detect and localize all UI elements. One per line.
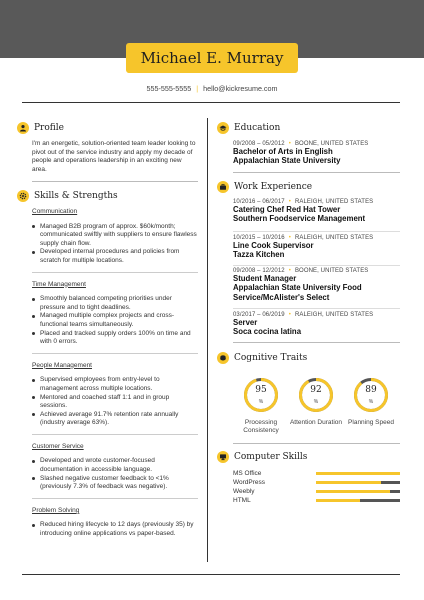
experience-title: Work Experience	[234, 182, 313, 192]
cognitive-rule	[233, 443, 400, 444]
meta-separator: •	[288, 312, 291, 318]
entry-dates: 09/2008 – 12/2012	[233, 268, 285, 274]
trait-value: 89	[365, 385, 377, 395]
computer-skill-fill	[316, 499, 360, 502]
skill-item: Achieved average 91.7% retention rate annually (industry average 63%).	[32, 411, 198, 428]
experience-entry	[233, 235, 408, 260]
entry-location: BOONE, UNITED STATES	[294, 268, 369, 274]
skill-group-rule	[32, 353, 198, 354]
experience-entry	[233, 268, 408, 302]
entry-location: RALEIGH, UNITED STATES	[294, 235, 374, 241]
meta-separator: •	[288, 199, 291, 205]
computer-skill-bar	[316, 490, 400, 493]
trait-label: Attention Duration	[289, 419, 343, 426]
entry-org: Appalachian State University Food Service/McAlister's Select	[233, 283, 362, 302]
meta-separator: •	[288, 268, 291, 274]
computer-title: Computer Skills	[234, 452, 308, 462]
entry-org: Southern Foodservice Management	[233, 214, 366, 224]
skill-group-title: Problem Solving	[32, 506, 80, 514]
skill-item: Managed B2B program of approx. $60k/month; communicated swiftly with suppliers to ensure flawless supply chain flow.	[32, 223, 198, 249]
entry-location: RALEIGH, UNITED STATES	[294, 312, 374, 318]
trait-label: Planning Speed	[348, 419, 394, 426]
trait-ring	[243, 377, 279, 413]
education-heading	[217, 122, 280, 134]
graduation-cap-icon	[217, 122, 229, 134]
skill-group-rule	[32, 434, 198, 435]
brain-icon	[217, 352, 229, 364]
experience-heading	[217, 181, 312, 193]
name-box	[126, 43, 298, 73]
computer-skill-name: Weebly	[233, 488, 255, 495]
email[interactable]: hello@kickresume.com	[203, 84, 278, 93]
computer-skill-name: MS Office	[233, 470, 262, 477]
experience-entry	[233, 199, 408, 224]
trait-label: Processing Consistency	[243, 419, 279, 435]
entry-rule	[233, 265, 400, 266]
skill-group-title: People Management	[32, 361, 92, 369]
entry-title: Catering Chef Red Hat Tower	[233, 205, 341, 214]
skill-groups	[32, 208, 198, 545]
skill-item: Mentored and coached staff 1:1 and in group sessions.	[32, 394, 198, 411]
skills-heading	[17, 190, 118, 202]
candidate-name: Michael E. Murray	[140, 49, 284, 67]
computer-heading	[217, 451, 307, 463]
entry-dates: 09/2008 – 05/2012	[233, 141, 285, 147]
skill-group-title: Time Management	[32, 280, 86, 288]
computer-skill-bar	[316, 481, 400, 484]
education-title: Education	[234, 123, 281, 133]
skill-item: Supervised employees from entry-level to management across multiple locations.	[32, 376, 198, 393]
computer-skill-fill	[316, 490, 390, 493]
person-icon	[17, 122, 29, 134]
profile-text: I'm an energetic, solution-oriented team leader looking to pivot out of the service industry and apply my decade of people and operations leadership in an exciting new area.	[32, 140, 196, 173]
computer-skill-fill	[316, 472, 400, 475]
skill-item: Developed and wrote customer-focused documentation in accessible language.	[32, 457, 198, 474]
trait-ring-graphic	[353, 377, 389, 413]
cognitive-heading	[217, 352, 307, 364]
skill-group-title: Customer Service	[32, 442, 84, 450]
meta-separator: •	[288, 235, 291, 241]
skill-group	[32, 281, 198, 354]
computer-skill-bar	[316, 472, 400, 475]
profile-title: Profile	[34, 123, 64, 133]
trait-ring-graphic	[298, 377, 334, 413]
skill-item: Managed multiple complex projects and cross-functional teams simultaneously.	[32, 312, 198, 329]
trait-ring	[298, 377, 334, 413]
entry-dates: 03/2017 – 06/2019	[233, 312, 285, 318]
skill-item: Reduced hiring lifecycle to 12 days (previously 35) by introducing online applications vs paper-based.	[32, 521, 198, 538]
skill-group	[32, 443, 198, 499]
entry-location: BOONE, UNITED STATES	[294, 141, 369, 147]
skill-group	[32, 362, 198, 435]
profile-heading	[17, 122, 64, 134]
entry-title: Server	[233, 318, 258, 327]
skill-item: Placed and tracked supply orders 100% on time and with 0 errors.	[32, 330, 198, 347]
entry-rule	[233, 308, 400, 309]
skill-group	[32, 507, 198, 539]
computer-skill-name: WordPress	[233, 479, 266, 486]
skill-item: Smoothly balanced competing priorities under pressure and to tight deadlines.	[32, 295, 198, 312]
entry-title: Line Cook Supervisor	[233, 241, 314, 250]
entry-dates: 10/2015 – 10/2016	[233, 235, 285, 241]
computer-skill-bar	[316, 499, 400, 502]
profile-rule	[32, 181, 198, 182]
skill-group-rule	[32, 498, 198, 499]
trait-unit: %	[368, 399, 374, 405]
top-divider	[22, 102, 400, 103]
entry-org: Appalachian State University	[233, 156, 341, 166]
column-divider	[207, 118, 208, 562]
entry-location: RALEIGH, UNITED STATES	[294, 199, 374, 205]
skills-title: Skills & Strengths	[34, 191, 118, 201]
entry-title: Student Manager	[233, 274, 297, 283]
phone[interactable]: 555-555-5555	[146, 84, 192, 93]
cognitive-title: Cognitive Traits	[234, 353, 308, 363]
skill-item: Developed internal procedures and policies from scratch for multiple locations.	[32, 248, 198, 265]
computer-skill-fill	[316, 481, 381, 484]
briefcase-icon	[217, 181, 229, 193]
computer-icon	[217, 451, 229, 463]
contact-line	[0, 84, 424, 93]
gear-icon	[17, 190, 29, 202]
entry-dates: 10/2016 – 06/2017	[233, 199, 285, 205]
skill-item: Slashed negative customer feedback to <1% (previously 7.3% of feedback was negative).	[32, 475, 198, 492]
meta-separator: •	[288, 141, 291, 147]
trait-value: 95	[255, 385, 267, 395]
skill-group-rule	[32, 272, 198, 273]
trait-value: 92	[310, 385, 322, 395]
trait-ring	[353, 377, 389, 413]
skill-group	[32, 208, 198, 273]
entry-org: Soca cocina latina	[233, 327, 302, 337]
contact-separator: |	[196, 84, 199, 93]
entry-org: Tazza Kitchen	[233, 250, 285, 260]
bottom-divider	[22, 574, 400, 575]
trait-ring-graphic	[243, 377, 279, 413]
computer-skill-name: HTML	[233, 497, 251, 504]
entry-rule	[233, 231, 400, 232]
skill-group-title: Communication	[32, 208, 78, 215]
experience-entry	[233, 312, 408, 337]
education-rule	[233, 172, 400, 173]
trait-unit: %	[313, 399, 319, 405]
trait-unit: %	[258, 399, 264, 405]
education-entry	[233, 141, 408, 166]
experience-rule	[233, 342, 400, 343]
entry-title: Bachelor of Arts in English	[233, 147, 333, 156]
